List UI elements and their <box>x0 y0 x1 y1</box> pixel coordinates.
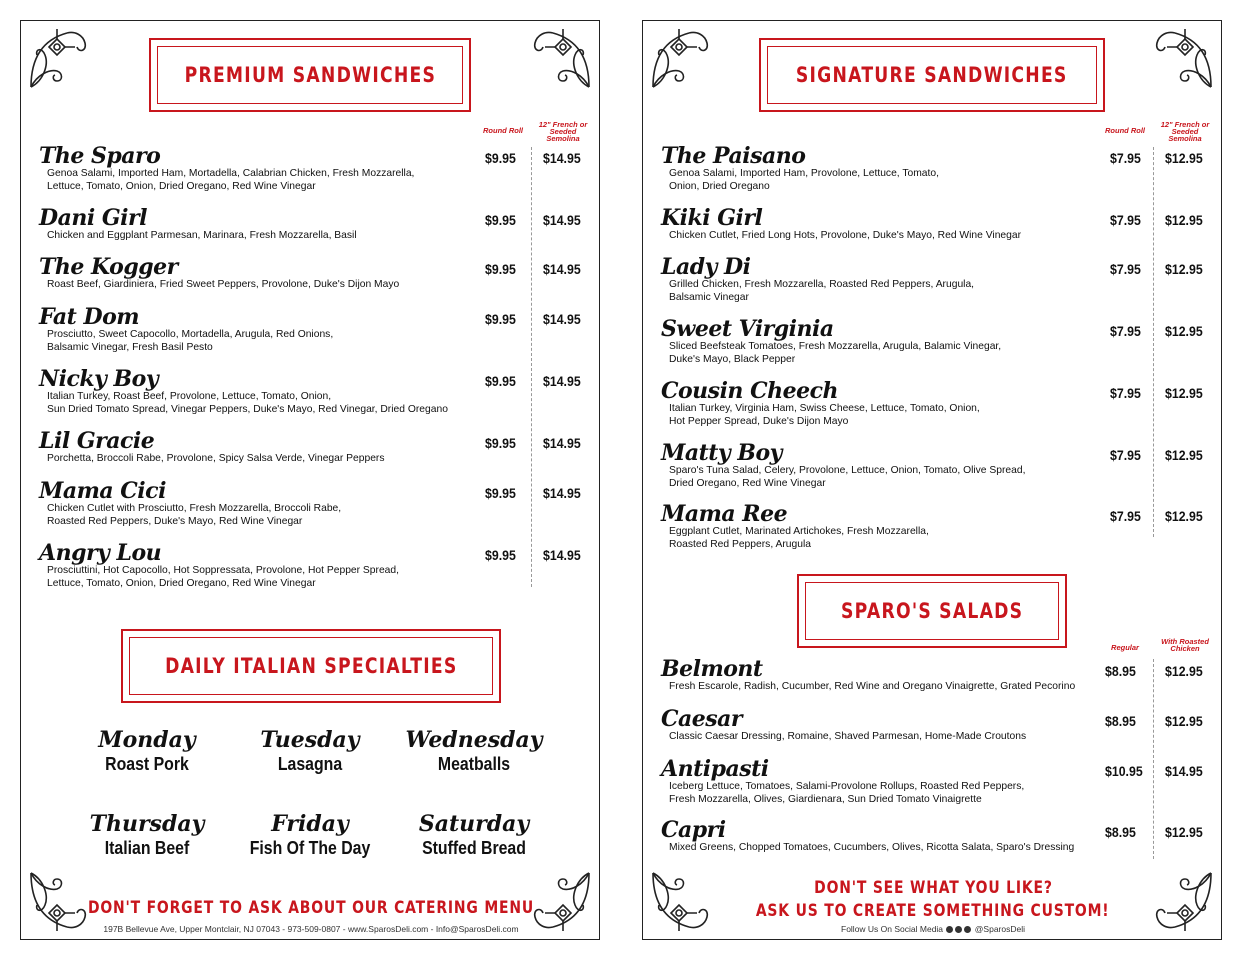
price-large: $12.95 <box>1165 212 1203 228</box>
column-header-french-roll: 12" French or Seeded Semolina <box>1160 120 1210 143</box>
item-description: Prosciutto, Sweet Capocollo, Mortadella, Arugula, Red Onions, <box>47 329 334 340</box>
price-large: $14.95 <box>543 435 581 451</box>
item-description: Italian Turkey, Roast Beef, Provolone, Lettuce, Tomato, Onion, <box>47 391 332 402</box>
menu-item <box>39 206 479 243</box>
ornament-icon <box>527 25 593 91</box>
item-name: Angry Lou <box>39 540 162 566</box>
daily-special <box>72 811 222 859</box>
salads-banner <box>797 574 1067 648</box>
price-large: $14.95 <box>543 150 581 166</box>
price-large: $14.95 <box>543 261 581 277</box>
price-small: $8.95 <box>1105 663 1136 679</box>
item-description: Sun Dried Tomato Spread, Vinegar Peppers, Duke's Mayo, Red Vinegar, Dried Oregano <box>47 403 448 415</box>
daily-special <box>399 727 549 775</box>
item-name: Dani Girl <box>39 205 147 231</box>
price-small: $9.95 <box>485 261 516 277</box>
daily-specialties-banner <box>121 629 501 703</box>
column-header-round-roll: Round Roll <box>483 126 523 135</box>
item-description: Chicken and Eggplant Parmesan, Marinara, Fresh Mozzarella, Basil <box>47 230 357 241</box>
price-small: $7.95 <box>1110 447 1141 463</box>
menu-item <box>661 206 1101 243</box>
price-large: $12.95 <box>1165 261 1203 277</box>
item-name: Lil Gracie <box>39 428 155 454</box>
item-name: Mama Ree <box>661 501 788 527</box>
price-small: $9.95 <box>485 150 516 166</box>
price-large: $12.95 <box>1165 713 1203 729</box>
item-description: Italian Turkey, Virginia Ham, Swiss Cheese, Lettuce, Tomato, Onion, <box>669 403 980 414</box>
item-description: Roasted Red Peppers, Arugula <box>669 538 811 550</box>
menu-item <box>661 707 1101 744</box>
item-name: The Kogger <box>39 254 178 280</box>
price-small: $9.95 <box>485 485 516 501</box>
item-description: Fresh Escarole, Radish, Cucumber, Red Wine and Oregano Vinaigrette, Grated Pecorino <box>669 681 1076 692</box>
price-large: $14.95 <box>543 212 581 228</box>
menu-item <box>39 429 479 466</box>
day-dish: Stuffed Bread <box>422 838 526 858</box>
item-name: The Paisano <box>661 143 806 169</box>
item-description: Genoa Salami, Imported Ham, Mortadella, Calabrian Chicken, Fresh Mozzarella, <box>47 168 415 179</box>
item-name: Nicky Boy <box>39 366 159 392</box>
item-name: The Sparo <box>39 143 161 169</box>
menu-item <box>39 479 479 528</box>
price-large: $14.95 <box>543 547 581 563</box>
item-description: Sliced Beefsteak Tomatoes, Fresh Mozzarella, Arugula, Balamic Vinegar, <box>669 341 1002 352</box>
item-description: Chicken Cutlet with Prosciutto, Fresh Mozzarella, Broccoli Rabe, <box>47 503 342 514</box>
item-description: Iceberg Lettuce, Tomatoes, Salami-Provolone Rollups, Roasted Red Peppers, <box>669 781 1025 792</box>
premium-sandwiches-banner <box>149 38 471 112</box>
instagram-icon[interactable] <box>946 926 953 933</box>
item-name: Belmont <box>661 656 763 682</box>
daily-special <box>235 811 385 859</box>
menu-item <box>39 367 479 416</box>
item-description: Lettuce, Tomato, Onion, Dried Oregano, Red Wine Vinegar <box>47 180 316 192</box>
day-dish: Fish Of The Day <box>249 838 371 858</box>
item-name: Caesar <box>661 706 742 732</box>
daily-special <box>399 811 549 859</box>
menu-item <box>661 379 1101 428</box>
price-small: $10.95 <box>1105 763 1143 779</box>
item-description: Grilled Chicken, Fresh Mozzarella, Roasted Red Peppers, Arugula, <box>669 279 975 290</box>
day-name: Friday <box>271 811 349 837</box>
catering-notice <box>21 898 601 918</box>
price-small: $7.95 <box>1110 212 1141 228</box>
item-name: Fat Dom <box>39 304 140 330</box>
price-large: $12.95 <box>1165 447 1203 463</box>
price-large: $12.95 <box>1165 663 1203 679</box>
custom-notice-line2: ASK US TO CREATE SOMETHING CUSTOM! <box>756 901 1110 921</box>
catering-notice-text: DON'T FORGET TO ASK ABOUT OUR CATERING MENU <box>87 898 535 918</box>
price-small: $7.95 <box>1110 261 1141 277</box>
price-small: $9.95 <box>485 547 516 563</box>
day-dish: Lasagna <box>277 754 343 774</box>
price-large: $12.95 <box>1165 150 1203 166</box>
item-name: Kiki Girl <box>661 205 763 231</box>
item-description: Fresh Mozzarella, Olives, Giardienara, Sun Dried Tomato Vinaigrette <box>669 793 982 805</box>
day-name: Saturday <box>418 811 530 837</box>
price-large: $12.95 <box>1165 385 1203 401</box>
item-name: Capri <box>661 817 726 843</box>
price-large: $12.95 <box>1165 508 1203 524</box>
menu-item <box>661 818 1101 855</box>
item-name: Cousin Cheech <box>661 378 838 404</box>
item-description: Porchetta, Broccoli Rabe, Provolone, Spicy Salsa Verde, Vinegar Peppers <box>47 453 385 464</box>
column-divider <box>531 147 532 587</box>
item-description: Duke's Mayo, Black Pepper <box>669 353 796 365</box>
item-description: Dried Oregano, Red Wine Vinegar <box>669 477 826 489</box>
day-name: Wednesday <box>405 727 543 753</box>
contact-footer: 197B Bellevue Ave, Upper Montclair, NJ 07043 - 973-509-0807 - www.SparosDeli.com - Info@SparosDeli.com <box>103 924 519 934</box>
price-small: $8.95 <box>1105 713 1136 729</box>
item-name: Matty Boy <box>661 440 782 466</box>
section-title: SPARO'S SALADS <box>840 599 1024 623</box>
signature-sandwiches-banner <box>759 38 1105 112</box>
twitter-icon[interactable] <box>964 926 971 933</box>
custom-notice-line1: DON'T SEE WHAT YOU LIKE? <box>813 878 1053 898</box>
column-header-regular: Regular <box>1111 643 1139 652</box>
item-description: Hot Pepper Spread, Duke's Dijon Mayo <box>669 415 849 427</box>
item-name: Antipasti <box>661 756 769 782</box>
item-name: Mama Cici <box>39 478 166 504</box>
item-description: Roasted Red Peppers, Duke's Mayo, Red Wine Vinegar <box>47 515 303 527</box>
item-name: Lady Di <box>661 254 751 280</box>
item-description: Mixed Greens, Chopped Tomatoes, Cucumbers, Olives, Ricotta Salata, Sparo's Dressing <box>669 842 1075 853</box>
item-description: Chicken Cutlet, Fried Long Hots, Provolone, Duke's Mayo, Red Wine Vinegar <box>669 230 1022 241</box>
price-small: $7.95 <box>1110 385 1141 401</box>
day-dish: Italian Beef <box>104 838 190 858</box>
day-dish: Meatballs <box>437 754 511 774</box>
item-description: Prosciuttini, Hot Capocollo, Hot Soppressata, Provolone, Hot Pepper Spread, <box>47 565 399 576</box>
daily-special <box>72 727 222 775</box>
price-small: $8.95 <box>1105 824 1136 840</box>
price-large: $12.95 <box>1165 824 1203 840</box>
facebook-icon[interactable] <box>955 926 962 933</box>
price-small: $7.95 <box>1110 150 1141 166</box>
daily-special <box>235 727 385 775</box>
price-large: $14.95 <box>543 485 581 501</box>
menu-page-right <box>642 20 1222 940</box>
column-divider <box>1153 659 1154 859</box>
column-header-round-roll: Round Roll <box>1105 126 1145 135</box>
section-title: PREMIUM SANDWICHES <box>184 63 436 87</box>
price-small: $7.95 <box>1110 508 1141 524</box>
ornament-icon <box>27 25 93 91</box>
menu-item <box>39 144 479 193</box>
menu-page-left <box>20 20 600 940</box>
menu-item <box>661 441 1101 490</box>
menu-item <box>661 657 1101 694</box>
item-description: Lettuce, Tomato, Onion, Dried Oregano, Red Wine Vinegar <box>47 577 316 589</box>
section-title: SIGNATURE SANDWICHES <box>796 63 1068 87</box>
ornament-icon <box>649 25 715 91</box>
item-description: Onion, Dried Oregano <box>669 180 770 192</box>
day-name: Tuesday <box>260 727 360 753</box>
item-description: Classic Caesar Dressing, Romaine, Shaved Parmesan, Home-Made Croutons <box>669 731 1027 742</box>
section-title: DAILY ITALIAN SPECIALTIES <box>164 654 458 678</box>
day-dish: Roast Pork <box>105 754 189 774</box>
menu-item <box>39 305 479 354</box>
item-description: Balsamic Vinegar, Fresh Basil Pesto <box>47 341 213 353</box>
menu-item <box>661 502 1101 551</box>
price-large: $12.95 <box>1165 323 1203 339</box>
menu-item <box>661 144 1101 193</box>
social-footer <box>643 924 1223 934</box>
price-small: $9.95 <box>485 212 516 228</box>
column-header-with-chicken: With Roasted Chicken <box>1161 637 1209 653</box>
price-small: $9.95 <box>485 373 516 389</box>
price-small: $9.95 <box>485 311 516 327</box>
menu-item <box>39 255 479 292</box>
column-divider <box>1153 147 1154 537</box>
custom-order-notice <box>643 901 1223 921</box>
price-large: $14.95 <box>543 311 581 327</box>
price-large: $14.95 <box>1165 763 1203 779</box>
ornament-icon <box>1149 25 1215 91</box>
column-header-french-roll: 12" French or Seeded Semolina <box>538 120 588 143</box>
day-name: Monday <box>98 727 196 753</box>
item-description: Genoa Salami, Imported Ham, Provolone, Lettuce, Tomato, <box>669 168 939 179</box>
item-description: Roast Beef, Giardiniera, Fried Sweet Peppers, Provolone, Duke's Dijon Mayo <box>47 279 400 290</box>
social-label: Follow Us On Social Media <box>841 924 944 934</box>
day-name: Thursday <box>89 811 205 837</box>
price-large: $14.95 <box>543 373 581 389</box>
menu-item <box>661 757 1101 806</box>
custom-order-notice <box>643 878 1223 898</box>
menu-item <box>661 255 1101 304</box>
menu-item <box>661 317 1101 366</box>
item-description: Sparo's Tuna Salad, Celery, Provolone, Lettuce, Onion, Tomato, Olive Spread, <box>669 465 1026 476</box>
menu-item <box>39 541 479 590</box>
price-small: $7.95 <box>1110 323 1141 339</box>
item-name: Sweet Virginia <box>661 316 834 342</box>
social-handle: @SparosDeli <box>974 924 1025 934</box>
item-description: Eggplant Cutlet, Marinated Artichokes, Fresh Mozzarella, <box>669 526 929 537</box>
price-small: $9.95 <box>485 435 516 451</box>
item-description: Balsamic Vinegar <box>669 291 749 303</box>
